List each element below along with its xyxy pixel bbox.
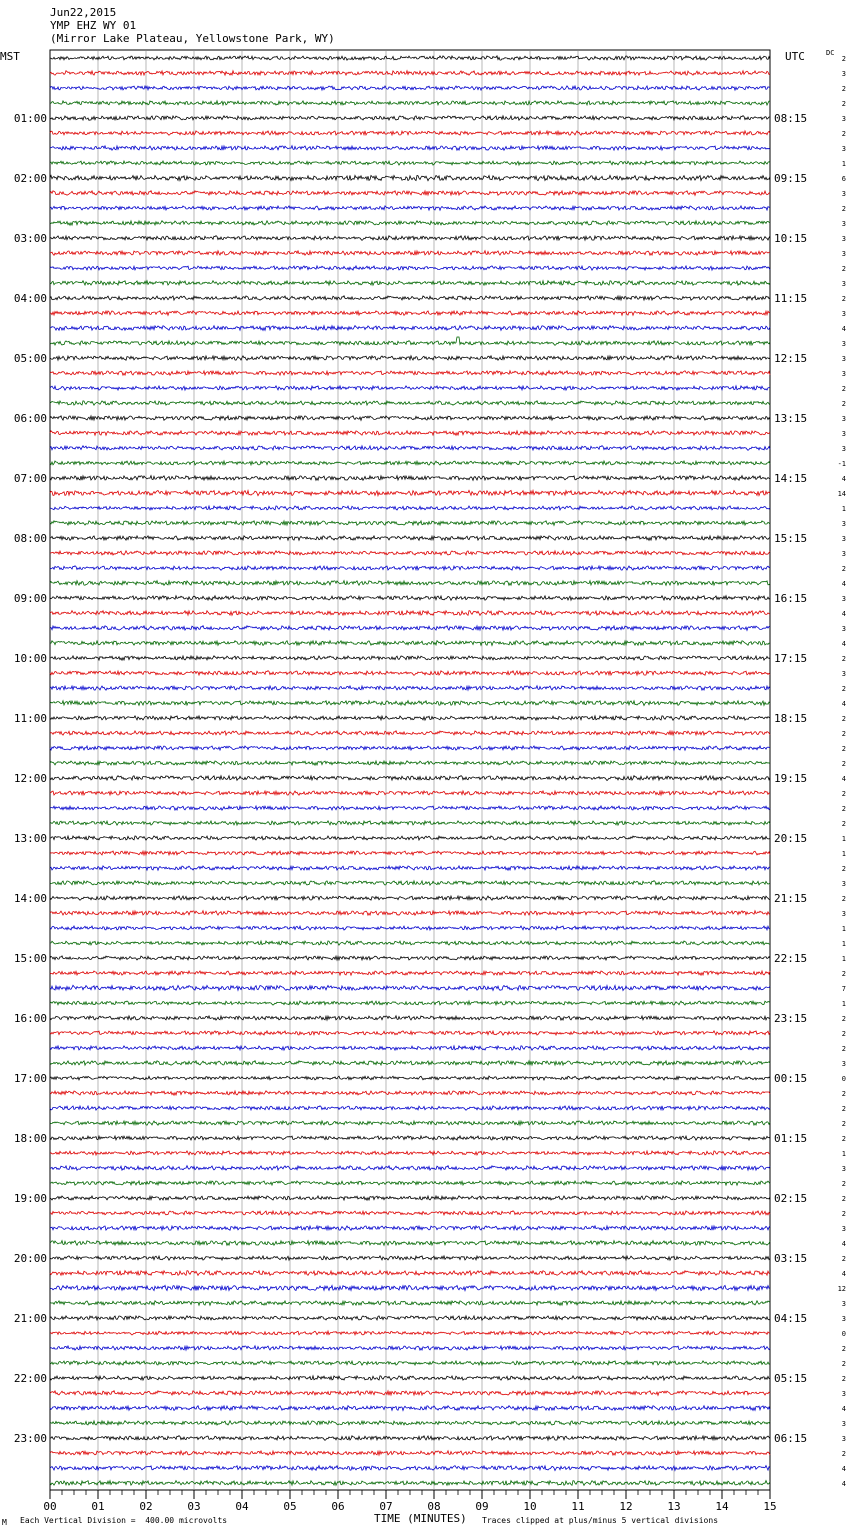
dc-value: 4 bbox=[841, 1405, 846, 1413]
dc-value: 0 bbox=[841, 1075, 846, 1083]
dc-value: 1 bbox=[841, 505, 846, 513]
mst-label: 12:00 bbox=[13, 772, 47, 785]
dc-value: 2 bbox=[841, 895, 846, 903]
dc-value: 3 bbox=[841, 595, 846, 603]
trace-1 bbox=[50, 71, 770, 76]
trace-70 bbox=[50, 1106, 770, 1110]
mst-label: 02:00 bbox=[13, 172, 47, 185]
x-tick-label: 07 bbox=[379, 1500, 393, 1513]
utc-label: 16:15 bbox=[774, 592, 808, 605]
dc-value: 2 bbox=[841, 1030, 846, 1038]
header-location: (Mirror Lake Plateau, Yellowstone Park, WY) bbox=[50, 32, 335, 45]
trace-42 bbox=[50, 686, 770, 690]
trace-53 bbox=[50, 851, 770, 855]
dc-value: 2 bbox=[841, 970, 846, 978]
trace-43 bbox=[50, 701, 770, 706]
x-tick-label: 14 bbox=[715, 1500, 729, 1513]
trace-82 bbox=[50, 1285, 770, 1290]
dc-value: 2 bbox=[841, 130, 846, 138]
dc-value: 4 bbox=[841, 700, 846, 708]
utc-label: 14:15 bbox=[774, 472, 808, 485]
trace-68 bbox=[50, 1076, 770, 1080]
dc-value: 2 bbox=[841, 1015, 846, 1023]
dc-value: 2 bbox=[841, 1210, 846, 1218]
dc-value: 2 bbox=[841, 55, 846, 63]
x-tick-label: 12 bbox=[619, 1500, 633, 1513]
utc-label: 19:15 bbox=[774, 772, 808, 785]
x-tick-label: 04 bbox=[235, 1500, 249, 1513]
dc-value: 1 bbox=[841, 955, 846, 963]
trace-22 bbox=[50, 386, 770, 390]
trace-7 bbox=[50, 161, 770, 165]
trace-15 bbox=[50, 281, 770, 286]
dc-value: 2 bbox=[841, 760, 846, 768]
dc-value: 6 bbox=[841, 175, 846, 183]
utc-label: 09:15 bbox=[774, 172, 808, 185]
trace-4 bbox=[50, 116, 770, 121]
dc-value: 2 bbox=[841, 1105, 846, 1113]
dc-value: 3 bbox=[841, 1420, 846, 1428]
mst-label: 22:00 bbox=[13, 1372, 47, 1385]
trace-91 bbox=[50, 1421, 770, 1426]
trace-85 bbox=[50, 1331, 770, 1335]
mst-label: 11:00 bbox=[13, 712, 47, 725]
trace-93 bbox=[50, 1451, 770, 1455]
mst-label: 05:00 bbox=[13, 352, 47, 365]
trace-11 bbox=[50, 221, 770, 226]
mst-axis-label: MST bbox=[0, 50, 20, 63]
dc-value: 2 bbox=[841, 715, 846, 723]
trace-54 bbox=[50, 866, 770, 870]
x-tick-label: 11 bbox=[571, 1500, 585, 1513]
dc-value: 3 bbox=[841, 1300, 846, 1308]
x-axis-title: TIME (MINUTES) bbox=[374, 1512, 467, 1525]
dc-value: 2 bbox=[841, 745, 846, 753]
utc-label: 11:15 bbox=[774, 292, 808, 305]
trace-6 bbox=[50, 146, 770, 151]
trace-10 bbox=[50, 206, 770, 210]
dc-value: 2 bbox=[841, 655, 846, 663]
dc-value: 4 bbox=[841, 640, 846, 648]
trace-46 bbox=[50, 746, 770, 750]
dc-value: 2 bbox=[841, 820, 846, 828]
trace-24 bbox=[50, 416, 770, 421]
dc-value: 3 bbox=[841, 550, 846, 558]
dc-value: 2 bbox=[841, 685, 846, 693]
trace-44 bbox=[50, 716, 770, 720]
dc-value: 3 bbox=[841, 1060, 846, 1068]
dc-value: 4 bbox=[841, 1465, 846, 1473]
dc-value: 2 bbox=[841, 85, 846, 93]
dc-value: 1 bbox=[841, 940, 846, 948]
dc-value: 2 bbox=[841, 1345, 846, 1353]
mst-label: 15:00 bbox=[13, 952, 47, 965]
mst-label: 08:00 bbox=[13, 532, 47, 545]
dc-value: 2 bbox=[841, 865, 846, 873]
dc-value: -1 bbox=[837, 460, 846, 468]
utc-label: 20:15 bbox=[774, 832, 808, 845]
x-tick-label: 06 bbox=[331, 1500, 345, 1513]
trace-8 bbox=[50, 175, 770, 180]
dc-value: 0 bbox=[841, 1330, 846, 1338]
dc-value: 2 bbox=[841, 1255, 846, 1263]
dc-value: 3 bbox=[841, 520, 846, 528]
trace-77 bbox=[50, 1211, 770, 1215]
utc-label: 13:15 bbox=[774, 412, 808, 425]
trace-63 bbox=[50, 1001, 770, 1005]
trace-87 bbox=[50, 1361, 770, 1365]
dc-value: 3 bbox=[841, 430, 846, 438]
dc-value: 3 bbox=[841, 250, 846, 258]
header-date: Jun22,2015 bbox=[50, 6, 117, 19]
trace-26 bbox=[50, 446, 770, 451]
utc-label: 06:15 bbox=[774, 1432, 808, 1445]
x-tick-label: 02 bbox=[139, 1500, 153, 1513]
dc-value: 3 bbox=[841, 280, 846, 288]
trace-90 bbox=[50, 1406, 770, 1411]
dc-value: 2 bbox=[841, 1120, 846, 1128]
trace-33 bbox=[50, 551, 770, 555]
trace-62 bbox=[50, 985, 770, 990]
trace-16 bbox=[50, 296, 770, 300]
utc-label: 17:15 bbox=[774, 652, 808, 665]
trace-60 bbox=[50, 956, 770, 960]
trace-52 bbox=[50, 836, 770, 840]
trace-48 bbox=[50, 776, 770, 781]
x-tick-label: 00 bbox=[43, 1500, 57, 1513]
trace-0 bbox=[50, 56, 770, 60]
trace-88 bbox=[50, 1376, 770, 1380]
x-tick-label: 01 bbox=[91, 1500, 105, 1513]
trace-72 bbox=[50, 1136, 770, 1140]
trace-12 bbox=[50, 236, 770, 241]
utc-label: 22:15 bbox=[774, 952, 808, 965]
dc-value: 2 bbox=[841, 295, 846, 303]
mst-label: 09:00 bbox=[13, 592, 47, 605]
trace-66 bbox=[50, 1046, 770, 1050]
dc-value: 4 bbox=[841, 1270, 846, 1278]
trace-47 bbox=[50, 761, 770, 765]
dc-value: 1 bbox=[841, 1150, 846, 1158]
trace-21 bbox=[50, 371, 770, 375]
mst-label: 21:00 bbox=[13, 1312, 47, 1325]
trace-41 bbox=[50, 671, 770, 676]
utc-label: 00:15 bbox=[774, 1072, 808, 1085]
trace-56 bbox=[50, 896, 770, 900]
mst-label: 07:00 bbox=[13, 472, 47, 485]
trace-30 bbox=[50, 506, 770, 510]
trace-39 bbox=[50, 641, 770, 646]
trace-18 bbox=[50, 326, 770, 331]
dc-value: 2 bbox=[841, 100, 846, 108]
trace-78 bbox=[50, 1226, 770, 1231]
trace-51 bbox=[50, 821, 770, 825]
dc-value: 2 bbox=[841, 1135, 846, 1143]
dc-value: 3 bbox=[841, 145, 846, 153]
trace-73 bbox=[50, 1151, 770, 1155]
x-tick-label: 05 bbox=[283, 1500, 297, 1513]
trace-13 bbox=[50, 251, 770, 256]
dc-value: 12 bbox=[837, 1285, 846, 1293]
dc-value: 1 bbox=[841, 835, 846, 843]
trace-89 bbox=[50, 1391, 770, 1396]
trace-92 bbox=[50, 1436, 770, 1441]
utc-label: 15:15 bbox=[774, 532, 808, 545]
dc-value: 4 bbox=[841, 325, 846, 333]
utc-label: 18:15 bbox=[774, 712, 808, 725]
header-station: YMP EHZ WY 01 bbox=[50, 19, 137, 32]
trace-40 bbox=[50, 656, 770, 660]
dc-value: 2 bbox=[841, 385, 846, 393]
trace-64 bbox=[50, 1016, 770, 1020]
dc-value: 2 bbox=[841, 790, 846, 798]
dc-value: 2 bbox=[841, 205, 846, 213]
dc-value: 3 bbox=[841, 625, 846, 633]
dc-value: 3 bbox=[841, 445, 846, 453]
dc-value: 4 bbox=[841, 1240, 846, 1248]
trace-17 bbox=[50, 311, 770, 316]
trace-81 bbox=[50, 1271, 770, 1276]
trace-71 bbox=[50, 1121, 770, 1125]
x-tick-label: 15 bbox=[763, 1500, 777, 1513]
trace-35 bbox=[50, 581, 770, 586]
scale-note: Each Vertical Division = 400.00 microvolts bbox=[20, 1516, 228, 1525]
trace-37 bbox=[50, 611, 770, 616]
dc-value: 2 bbox=[841, 400, 846, 408]
mst-label: 01:00 bbox=[13, 112, 47, 125]
dc-value: 3 bbox=[841, 310, 846, 318]
dc-value: 2 bbox=[841, 805, 846, 813]
clip-note: Traces clipped at plus/minus 5 vertical divisions bbox=[482, 1516, 719, 1525]
mst-label: 06:00 bbox=[13, 412, 47, 425]
dc-label: DC bbox=[826, 49, 835, 57]
trace-80 bbox=[50, 1256, 770, 1260]
utc-label: 04:15 bbox=[774, 1312, 808, 1325]
trace-32 bbox=[50, 536, 770, 541]
x-tick-label: 09 bbox=[475, 1500, 489, 1513]
mst-label: 10:00 bbox=[13, 652, 47, 665]
dc-value: 3 bbox=[841, 115, 846, 123]
trace-57 bbox=[50, 911, 770, 916]
dc-value: 2 bbox=[841, 265, 846, 273]
trace-20 bbox=[50, 356, 770, 361]
dc-value: 3 bbox=[841, 70, 846, 78]
utc-label: 03:15 bbox=[774, 1252, 808, 1265]
trace-75 bbox=[50, 1181, 770, 1185]
utc-label: 23:15 bbox=[774, 1012, 808, 1025]
utc-axis-label: UTC bbox=[785, 50, 805, 63]
trace-49 bbox=[50, 791, 770, 795]
trace-34 bbox=[50, 566, 770, 570]
dc-value: 2 bbox=[841, 730, 846, 738]
trace-86 bbox=[50, 1346, 770, 1350]
dc-value: 3 bbox=[841, 1165, 846, 1173]
trace-2 bbox=[50, 86, 770, 90]
trace-45 bbox=[50, 731, 770, 735]
utc-label: 21:15 bbox=[774, 892, 808, 905]
x-tick-label: 10 bbox=[523, 1500, 537, 1513]
mst-label: 16:00 bbox=[13, 1012, 47, 1025]
trace-36 bbox=[50, 596, 770, 601]
dc-value: 4 bbox=[841, 775, 846, 783]
utc-label: 05:15 bbox=[774, 1372, 808, 1385]
dc-value: 3 bbox=[841, 340, 846, 348]
dc-value: 1 bbox=[841, 1000, 846, 1008]
trace-67 bbox=[50, 1061, 770, 1066]
dc-value: 3 bbox=[841, 535, 846, 543]
trace-83 bbox=[50, 1301, 770, 1306]
trace-84 bbox=[50, 1316, 770, 1321]
trace-76 bbox=[50, 1196, 770, 1200]
dc-value: 2 bbox=[841, 1195, 846, 1203]
dc-value: 4 bbox=[841, 1480, 846, 1488]
dc-value: 3 bbox=[841, 235, 846, 243]
trace-50 bbox=[50, 806, 770, 810]
x-tick-label: 03 bbox=[187, 1500, 201, 1513]
utc-label: 08:15 bbox=[774, 112, 808, 125]
dc-value: 2 bbox=[841, 1375, 846, 1383]
mst-label: 03:00 bbox=[13, 232, 47, 245]
trace-95 bbox=[50, 1481, 770, 1486]
dc-value: 3 bbox=[841, 1225, 846, 1233]
trace-5 bbox=[50, 131, 770, 135]
dc-value: 4 bbox=[841, 610, 846, 618]
dc-value: 3 bbox=[841, 1315, 846, 1323]
dc-value: 1 bbox=[841, 925, 846, 933]
dc-value: 3 bbox=[841, 670, 846, 678]
dc-value: 4 bbox=[841, 475, 846, 483]
dc-value: 3 bbox=[841, 190, 846, 198]
dc-value: 4 bbox=[841, 580, 846, 588]
dc-value: 7 bbox=[841, 985, 846, 993]
trace-65 bbox=[50, 1031, 770, 1035]
x-tick-label: 13 bbox=[667, 1500, 681, 1513]
corner-mark: M bbox=[2, 1518, 7, 1527]
utc-label: 02:15 bbox=[774, 1192, 808, 1205]
mst-label: 17:00 bbox=[13, 1072, 47, 1085]
trace-23 bbox=[50, 401, 770, 405]
trace-61 bbox=[50, 971, 770, 975]
dc-value: 2 bbox=[841, 1090, 846, 1098]
dc-value: 2 bbox=[841, 1045, 846, 1053]
trace-59 bbox=[50, 941, 770, 945]
dc-value: 1 bbox=[841, 850, 846, 858]
mst-label: 18:00 bbox=[13, 1132, 47, 1145]
mst-label: 19:00 bbox=[13, 1192, 47, 1205]
dc-value: 2 bbox=[841, 1360, 846, 1368]
utc-label: 12:15 bbox=[774, 352, 808, 365]
trace-14 bbox=[50, 266, 770, 270]
dc-value: 3 bbox=[841, 220, 846, 228]
trace-25 bbox=[50, 431, 770, 436]
dc-value: 3 bbox=[841, 1435, 846, 1443]
trace-9 bbox=[50, 191, 770, 196]
dc-value: 3 bbox=[841, 880, 846, 888]
trace-28 bbox=[50, 476, 770, 481]
dc-value: 2 bbox=[841, 565, 846, 573]
trace-55 bbox=[50, 881, 770, 886]
dc-value: 1 bbox=[841, 160, 846, 168]
mst-label: 20:00 bbox=[13, 1252, 47, 1265]
x-tick-label: 08 bbox=[427, 1500, 441, 1513]
mst-label: 04:00 bbox=[13, 292, 47, 305]
dc-value: 3 bbox=[841, 910, 846, 918]
trace-94 bbox=[50, 1466, 770, 1471]
dc-value: 14 bbox=[837, 490, 846, 498]
trace-74 bbox=[50, 1166, 770, 1171]
dc-value: 3 bbox=[841, 370, 846, 378]
trace-29 bbox=[50, 490, 770, 495]
trace-69 bbox=[50, 1091, 770, 1095]
trace-38 bbox=[50, 626, 770, 631]
utc-label: 01:15 bbox=[774, 1132, 808, 1145]
trace-27 bbox=[50, 461, 770, 465]
mst-label: 13:00 bbox=[13, 832, 47, 845]
trace-79 bbox=[50, 1241, 770, 1246]
dc-value: 3 bbox=[841, 1390, 846, 1398]
dc-value: 2 bbox=[841, 1450, 846, 1458]
trace-31 bbox=[50, 521, 770, 526]
trace-19 bbox=[50, 337, 770, 345]
utc-label: 10:15 bbox=[774, 232, 808, 245]
dc-value: 3 bbox=[841, 355, 846, 363]
mst-label: 14:00 bbox=[13, 892, 47, 905]
mst-label: 23:00 bbox=[13, 1432, 47, 1445]
trace-3 bbox=[50, 101, 770, 105]
trace-58 bbox=[50, 926, 770, 930]
dc-value: 3 bbox=[841, 415, 846, 423]
dc-value: 2 bbox=[841, 1180, 846, 1188]
